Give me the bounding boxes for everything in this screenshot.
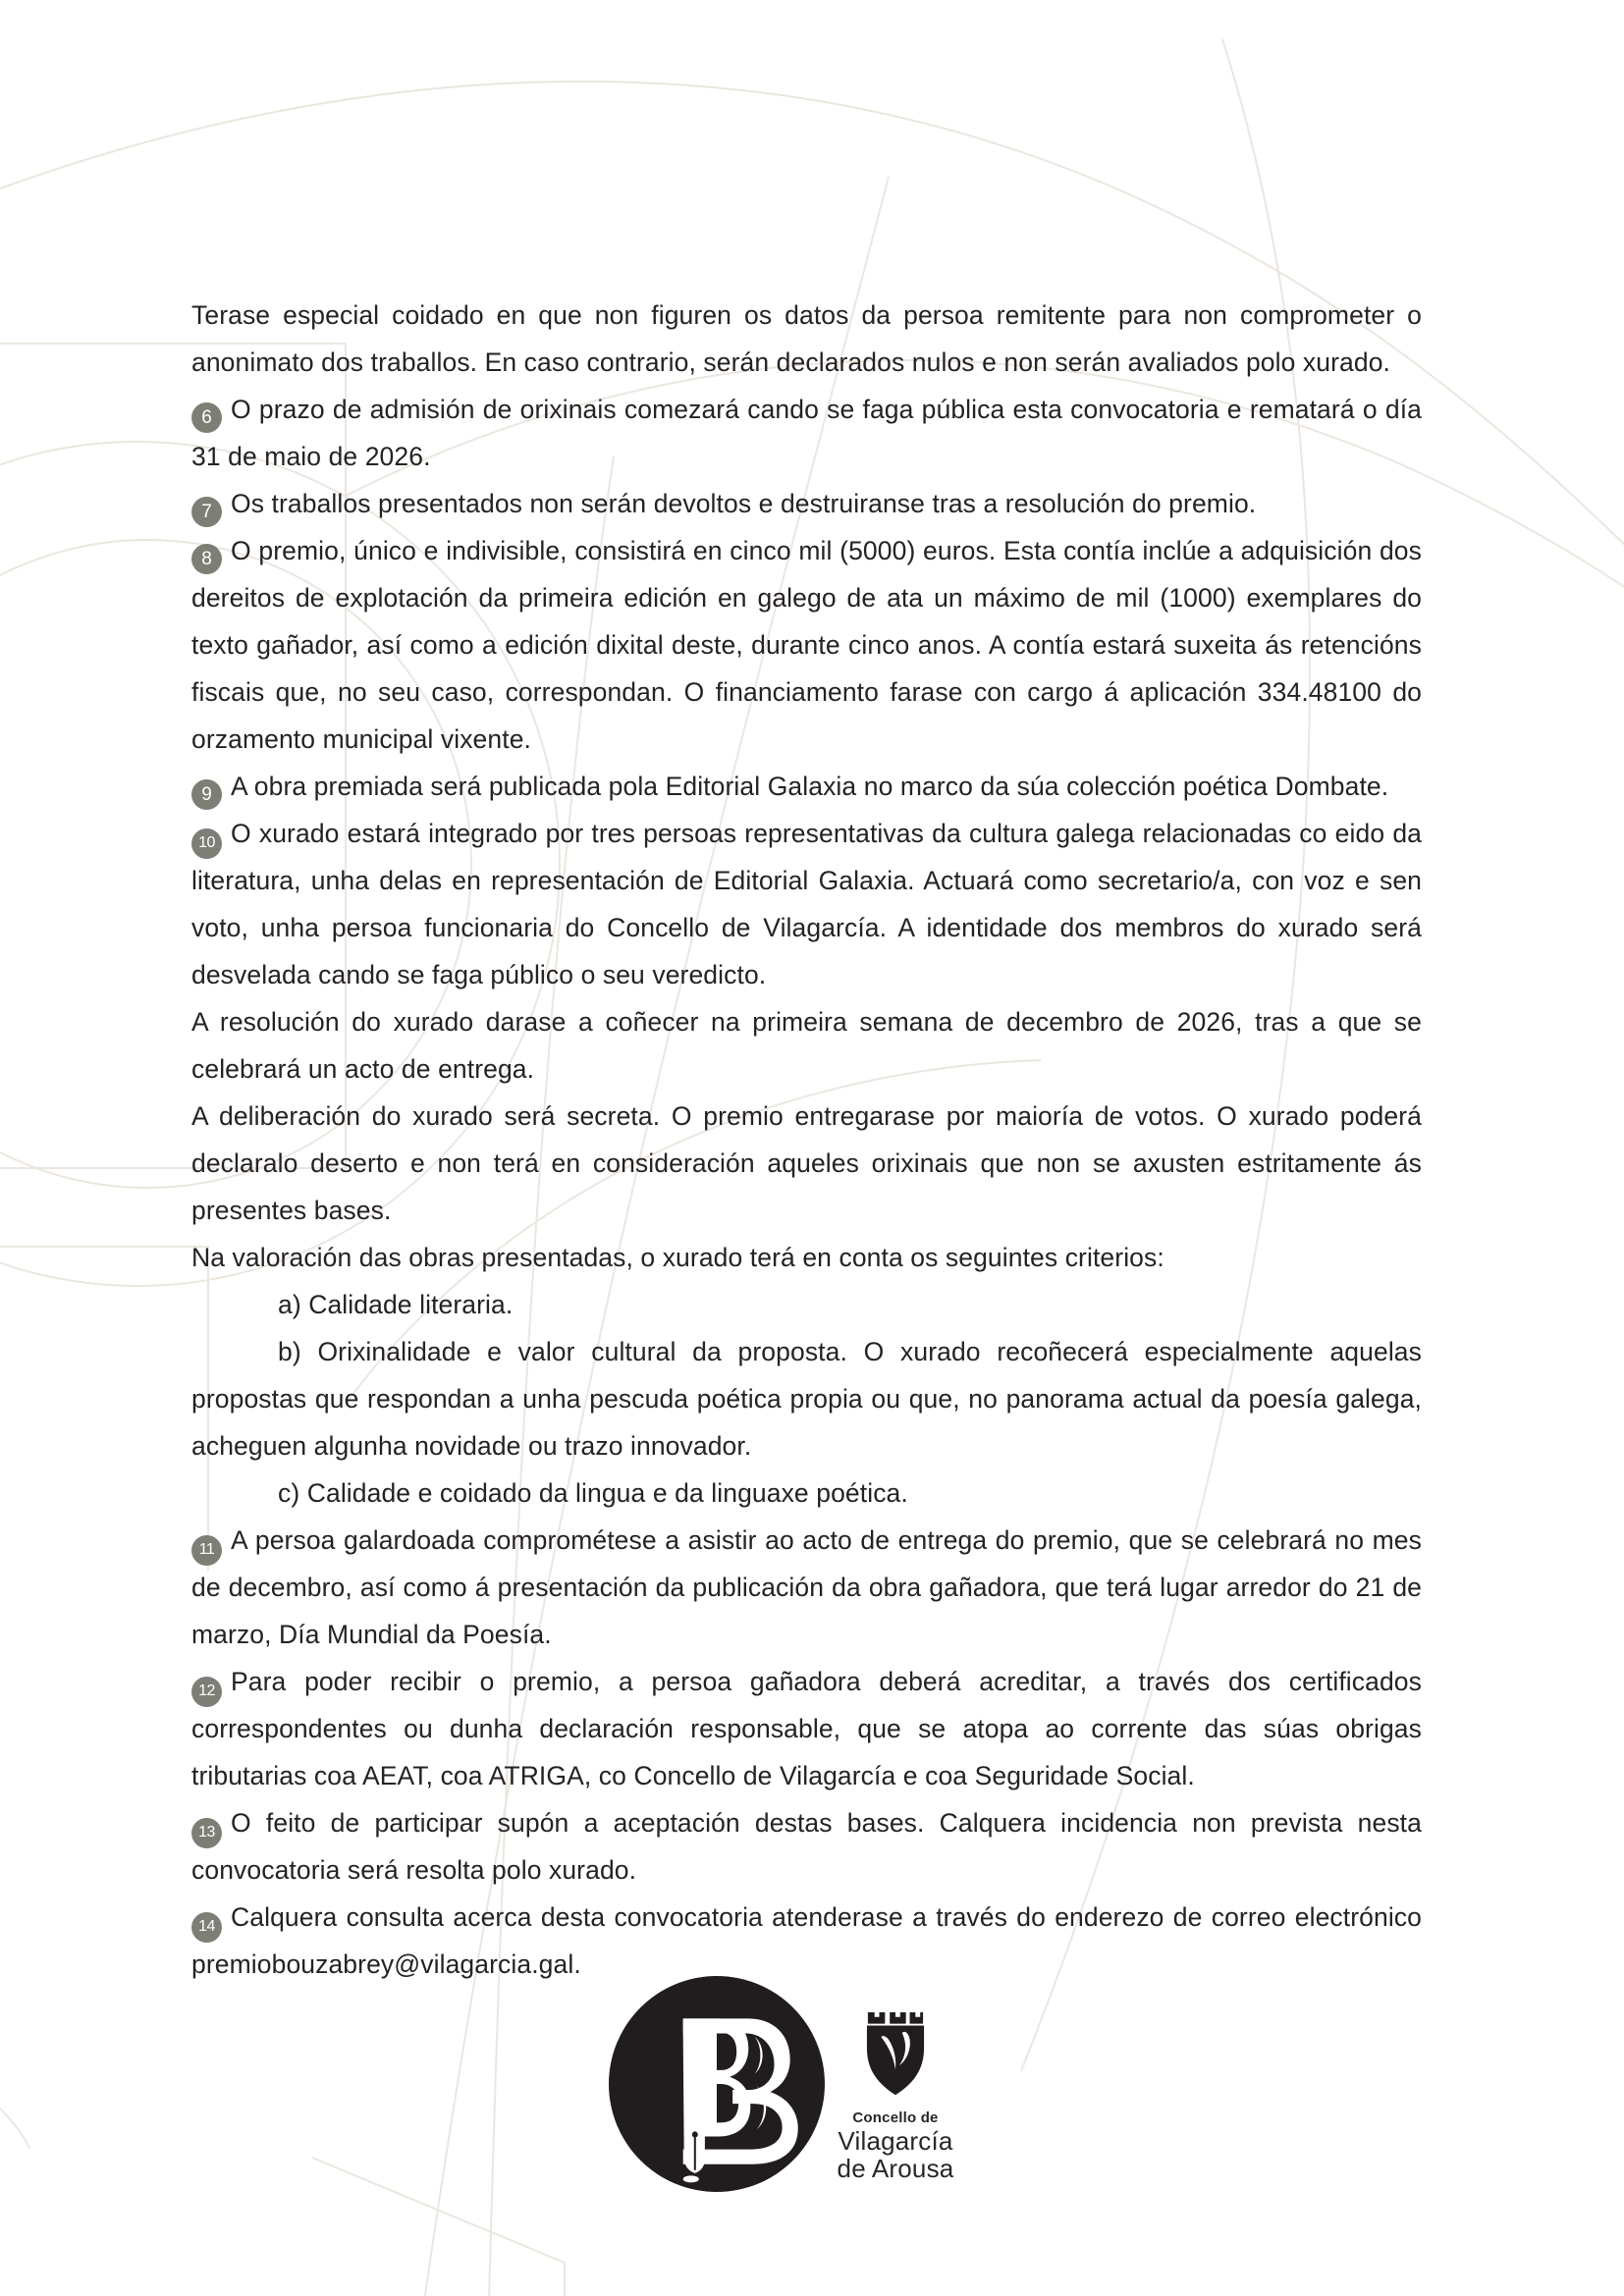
body-paragraph: 6 O prazo de admisión de orixinais comezará cando se faga pública esta convocatoria e rematará o día 31 de maio de 2026. [191, 395, 1422, 471]
concello-line2: Vilagarcía [838, 2126, 953, 2156]
body-paragraph: 8 O premio, único e indivisible, consistirá en cinco mil (5000) euros. Esta contía inclúe a adquisición dos dereitos de explotación da primeira edición en galego de ata un máximo de mil (1000) exemplares do texto gañador, así como a edición dixital deste, durante cinco anos. A contía estará suxeita ás retencións fiscais que, no seu caso, correspondan. O financiamento farase con cargo á aplicación 334.48100 do orzamento municipal vixente. [191, 536, 1422, 754]
body-paragraph: 12 Para poder recibir o premio, a persoa gañadora deberá acreditar, a través dos certificados correspondentes ou dunha declaración responsable, que se atopa ao corrente das súas obrigas tributarias coa AEAT, coa ATRIGA, co Concello de Vilagarcía e coa Seguridade Social. [191, 1667, 1422, 1790]
document-body [191, 292, 1422, 1988]
item-number-badge: 6 [191, 402, 222, 433]
item-number-badge: 13 [191, 1818, 222, 1848]
bouza-brey-pen-monogram-icon [608, 1975, 826, 2193]
body-paragraph: Na valoración das obras presentadas, o xurado terá en conta os seguintes criterios: [191, 1243, 1164, 1272]
item-number-badge: 8 [191, 544, 222, 574]
concello-vilagarcia-logo [829, 2010, 962, 2182]
body-paragraph: 11 A persoa galardoada comprométese a asistir ao acto de entrega do premio, que se celebrará no mes de decembro, así como á presentación da publicación da obra gañadora, que terá lugar arredor do 21 de marzo, Día Mundial da Poesía. [191, 1525, 1422, 1649]
body-paragraph: 13 O feito de participar supón a aceptación destas bases. Calquera incidencia non prevista nesta convocatoria será resolta polo xurado. [191, 1808, 1422, 1885]
item-number-badge: 7 [191, 497, 222, 527]
body-paragraph: b) Orixinalidade e valor cultural da proposta. O xurado recoñecerá especialmente aquelas propostas que respondan a unha pescuda poética propia ou que, no panorama actual da poesía galega, acheguen algunha novidade ou trazo innovador. [191, 1337, 1422, 1461]
body-paragraph: 10 O xurado estará integrado por tres persoas representativas da cultura galega relacionadas co eido da literatura, unha delas en representación de Editorial Galaxia. Actuará como secretario/a, con voz e sen voto, unha persoa funcionaria do Concello de Vilagarcía. A identidade dos membros do xurado será desvelada cando se faga público o seu veredicto. [191, 819, 1422, 989]
body-paragraph: A resolución do xurado darase a coñecer na primeira semana de decembro de 2026, tras a que se celebrará un acto de entrega. [191, 1007, 1422, 1084]
body-paragraph: a) Calidade literaria. [278, 1290, 514, 1319]
castle-shield-icon [865, 2010, 926, 2102]
concello-line3: de Arousa [837, 2154, 954, 2183]
item-number-badge: 9 [191, 779, 222, 810]
body-paragraph: c) Calidade e coidado da lingua e da linguaxe poética. [278, 1478, 908, 1508]
body-paragraph: 9 A obra premiada será publicada pola Editorial Galaxia no marco da súa colección poética Dombate. [191, 763, 1422, 810]
item-number-badge: 12 [191, 1677, 222, 1707]
body-paragraph: 14 Calquera consulta acerca desta convocatoria atenderase a través do enderezo de correo electrónico premiobouzabrey@vilagarcia.gal. [191, 1902, 1422, 1979]
item-number-badge: 14 [191, 1912, 222, 1943]
body-paragraph: Terase especial coidado en que non figuren os datos da persoa remitente para non comprometer o anonimato dos traballos. En caso contrario, serán declarados nulos e non serán avaliados polo xurado. [191, 300, 1422, 377]
body-paragraph: A deliberación do xurado será secreta. O premio entregarase por maioría de votos. O xurado poderá declaralo deserto e non terá en consideración aqueles orixinais que non se axusten estritamente ás presentes bases. [191, 1101, 1422, 1225]
item-number-badge: 11 [191, 1535, 222, 1566]
body-paragraph: 7 Os traballos presentados non serán devoltos e destruiranse tras a resolución do premio. [191, 480, 1422, 527]
bouza-brey-logo [608, 1975, 826, 2193]
concello-line1: Concello de [852, 2109, 939, 2126]
item-number-badge: 10 [191, 828, 222, 859]
concello-wordmark [829, 2109, 962, 2182]
